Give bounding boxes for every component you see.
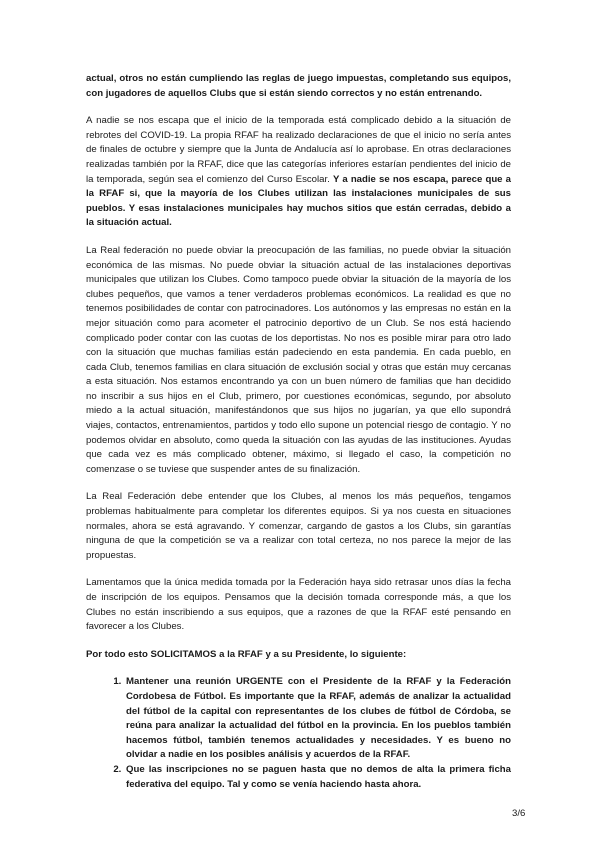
paragraph-continuation: [86, 72, 511, 101]
paragraph-request: [86, 648, 511, 663]
paragraph-clubs: La Real Federación debe entender que los Clubes, al menos los más pequeños, tengamos problemas habitualmente para completar los diferentes equipos. Si ya nos cuesta en situaciones normales, ahora se está agravando. Y comenzar, cargando de gastos a los Clubs, sin garantías ninguna de que la competición se va a realizar con total certeza, no nos parece la mejor de las propuestas.: [86, 491, 511, 561]
page-number: 3/6: [512, 808, 526, 819]
paragraph-covid-bold: Y a nadie se nos escapa, parece que a la RFAF si, que la mayoría de los Clubes utilizan las instalaciones municipales de sus pueblos. Y esas instalaciones municipales hay muchos sitios que están cerradas, debido a la situación actual.: [86, 173, 512, 229]
paragraph-covid-text: A nadie se nos escapa que el inicio de la temporada está complicado debido a la situación de rebrotes del COVID-19. La propia RFAF ha realizado declaraciones de que el inicio no sería antes de finales de octubre y siempre que la Junta de Andalucía así lo aprobase. En otras declaraciones realizadas también por la RFAF, dice que las categorías inferiores estarían pendientes del inicio de la temporada, según sea el comienzo del Curso Escolar.: [86, 115, 511, 185]
paragraph-families: La Real federación no puede obviar la preocupación de las familias, no puede obviar la situación económica de las mismas. No puede obviar la situación actual de las instalaciones deportivas municipales que utilizan los Clubes. Como tampoco puede obviar la situación de la mayoría de los clubes pequeños, que vamos a tener verdaderos problemas económicos. La realidad es que no tenemos posibilidades de contar con patrocinadores. Los autónomos y las empresas no están en la mejor situación como para acometer el patrocinio deportivo de un Club. Se nos está haciendo complicado poder contar con las cuotas de los deportistas. No nos es posible mirar para otro lado con la situación que muchas familias están padeciendo en esta pandemia. En cada pueblo, en cada Club, tenemos familias en clara situación de exclusión social y otras que están muy cercanas a esta situación. Nos estamos encontrando ya con un buen número de familias que han decidido no inscribir a sus hijos en el Club, primero, por cuestiones económicas, segundo, por absoluto miedo a la actual situación, manifestándonos que sus hijos no jugarían, ya que ello supondrá viajes, contactos, entrenamientos, partidos y todo ello supone un potencial riesgo de contagio. Y no podemos olvidar en absoluto, como queda la situación con las ayudas de las instituciones. Ayudas que cada vez es más complicado obtener, máximo, si llegado el caso, la competición no comenzase o se tuviese que suspender antes de su finalización.: [86, 244, 511, 475]
request-heading: Por todo esto SOLICITAMOS a la RFAF y a su Presidente, lo siguiente:: [86, 648, 407, 660]
page-content: [86, 72, 511, 792]
paragraph-measure: Lamentamos que la única medida tomada por la Federación haya sido retrasar unos días la fecha de inscripción de los equipos. Pensamos que la decisión tomada corresponde más, a que los Clubes no están inscribiendo a sus equipos, que a razones de que la RFAF esté pensando en favorecer a los Clubes.: [86, 577, 511, 633]
list-item: 1. Mantener una reunión URGENTE con el Presidente de la RFAF y la Federación Cordobesa de Fútbol. Es importante que la RFAF, además de analizar la actualidad del fútbol de la capital con representantes de los clubes de fútbol de Córdoba, se reúna para analizar la actualidad del fútbol en la provincia. En los pueblos también hacemos fútbol, también tenemos actualidades y necesidades. Y es bueno no olvidar a nadie en los posibles análisis y acuerdos de la RFAF.: [124, 675, 511, 763]
paragraph-covid: [86, 114, 511, 231]
paragraph-continuation-text: actual, otros no están cumpliendo las reglas de juego impuestas, completando sus equipos, con jugadores de aquellos Clubs que si están siendo correctos y no están entrenando.: [86, 73, 511, 99]
list-item: 2. Que las inscripciones no se paguen hasta que no demos de alta la primera ficha federativa del equipo. Tal y como se venía haciendo hasta ahora.: [124, 763, 511, 792]
request-list: [86, 675, 511, 792]
